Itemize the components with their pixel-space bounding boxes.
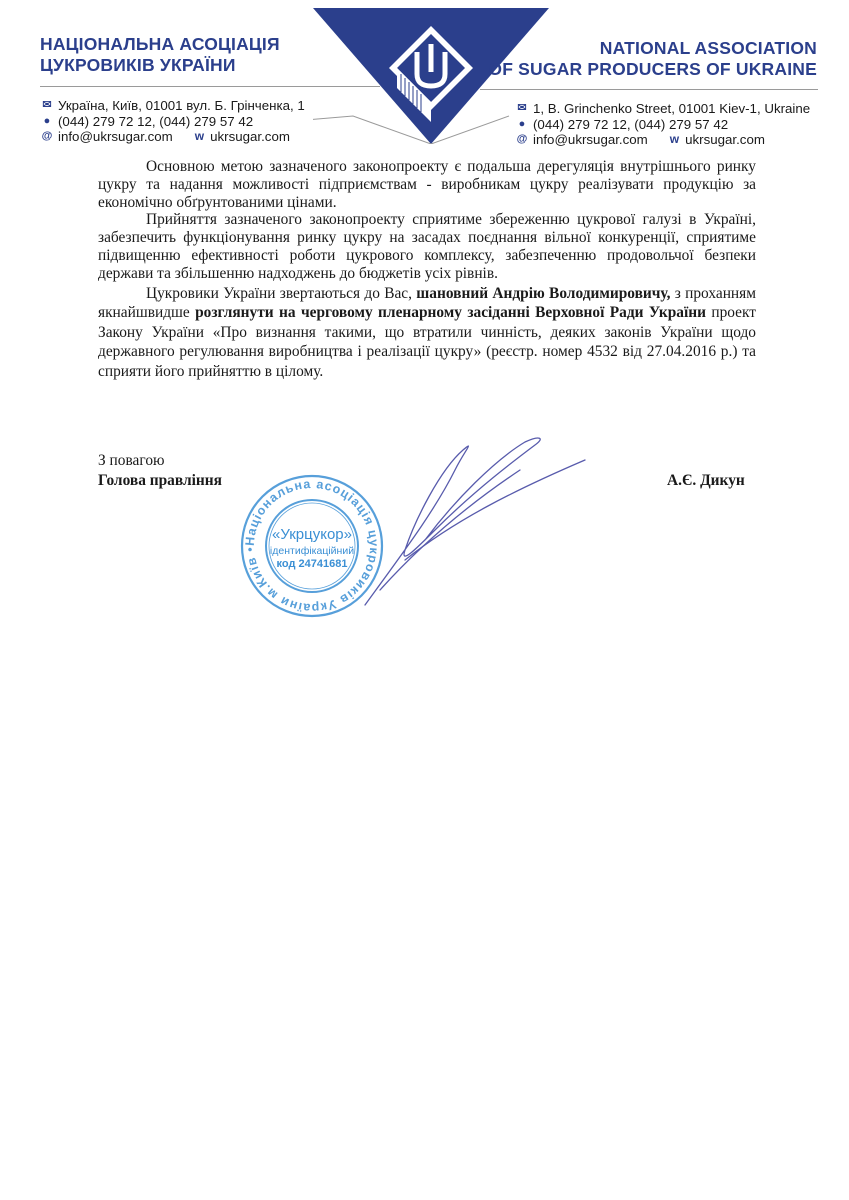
phone-text: (044) 279 72 12, (044) 279 57 42	[533, 116, 729, 132]
stamp-outer-textpath: Національна асоціація цукровиків України м.Київ •	[242, 476, 382, 616]
closing-block	[98, 451, 222, 491]
phone-row	[516, 117, 810, 133]
org-name-en-line1: NATIONAL ASSOCIATION	[599, 38, 817, 58]
request-emphasis: розглянути на черговому пленарному засіданні Верховної Ради України	[195, 304, 706, 322]
email-link[interactable]: info@ukrsugar.com	[58, 129, 173, 144]
addressee-name: шановний Андрію Володимировичу,	[416, 284, 671, 302]
stamp-center-name: «Укрцукор»	[272, 526, 352, 543]
phone-text: (044) 279 72 12, (044) 279 57 42	[58, 113, 254, 129]
email-row	[516, 132, 810, 148]
email-link[interactable]: info@ukrsugar.com	[533, 132, 648, 147]
address-text: 1, B. Grinchenko Street, 01001 Kiev-1, Ukraine	[533, 101, 811, 116]
phone-row	[41, 114, 305, 130]
address-row	[41, 98, 305, 114]
header-divider-right	[480, 89, 818, 90]
envelope-icon: ✉	[517, 102, 527, 114]
stamp-id-label: ідентифікаційний	[269, 545, 355, 557]
address-text: Україна, Київ, 01001 вул. Б. Грінченка, 1	[58, 98, 305, 113]
phone-icon: ●	[43, 114, 51, 127]
at-sign-icon: @	[41, 130, 53, 142]
org-name-english	[488, 38, 817, 80]
letter-body	[98, 158, 756, 381]
stamp-id-code: код 24741681	[276, 558, 348, 570]
web-icon: w	[194, 129, 205, 143]
p3-text-3: проект Закону України «Про визнання такими, що втратили чинність, деяких законів України щодо державного регулювання виробництва і реалізації цукру» (реєстр. номер 4532 від 27.04.2016 р.) та сприяти його прийняттю в цілому.	[98, 304, 756, 380]
p3-text-1: Цукровики України звертаються до Вас,	[146, 284, 417, 302]
handwritten-signature	[345, 430, 595, 610]
regards-text: З повагою	[98, 452, 165, 469]
org-name-en-line2: OF SUGAR PRODUCERS OF UKRAINE	[488, 59, 817, 79]
p3-text-2: з проханням якнайшвидше	[98, 284, 756, 322]
envelope-icon: ✉	[42, 99, 52, 111]
org-name-ua-line1: НАЦІОНАЛЬНА АСОЦІАЦІЯ	[40, 34, 280, 54]
address-row	[516, 101, 810, 117]
signer-name: А.Є. Дикун	[667, 472, 745, 489]
phone-icon: ●	[518, 117, 526, 130]
header-divider-left	[40, 86, 380, 87]
web-icon: w	[669, 132, 680, 146]
website-link[interactable]: ukrsugar.com	[685, 132, 765, 147]
contacts-english	[516, 101, 810, 148]
paragraph-1: Основною метою зазначеного законопроекту є подальша дерегуляція внутрішнього ринку цукру та надання можливості підприємствам - виробникам цукру реалізувати продукцію за економічно обґрунтованими цінами.	[98, 158, 756, 211]
contacts-ukrainian	[41, 98, 305, 145]
org-name-ua-line2: ЦУКРОВИКІВ УКРАЇНИ	[40, 55, 236, 75]
email-row	[41, 129, 305, 145]
signer-position: Голова правління	[98, 472, 222, 489]
paragraph-2: Прийняття зазначеного законопроекту сприятиме збереженню цукрової галузі в Україні, забезпечить функціонування ринку цукру на засадах поєднання вільної конкуренції, сприятиме підвищенню ефективності роботи цукрового комплексу, забезпеченню продовольчої безпеки держави та збільшенню надходжень до бюджетів усіх рівнів.	[98, 211, 756, 282]
at-sign-icon: @	[516, 133, 528, 145]
paragraph-3	[98, 284, 756, 382]
org-name-ukrainian	[40, 34, 280, 76]
website-link[interactable]: ukrsugar.com	[210, 129, 290, 144]
